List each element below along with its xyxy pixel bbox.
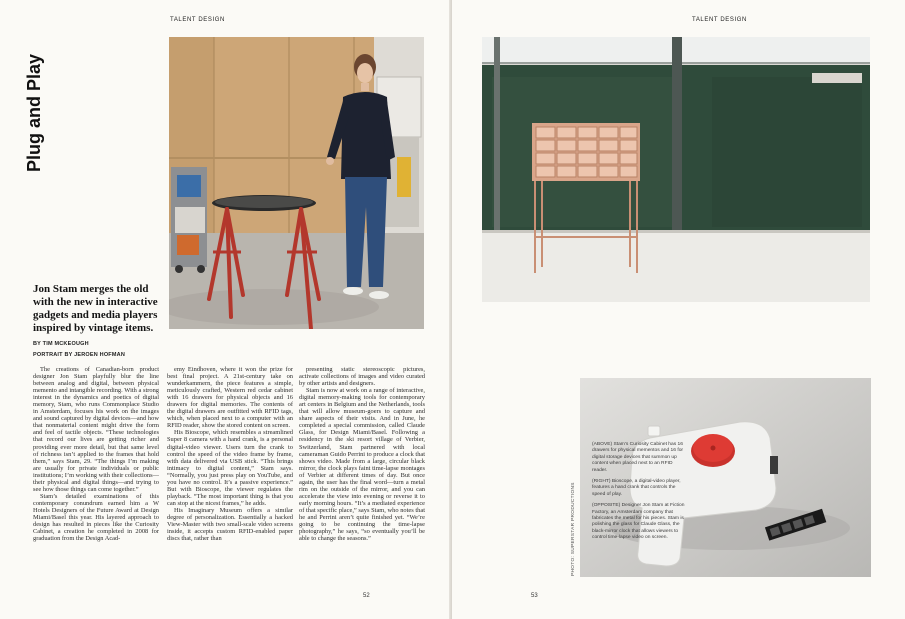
- right-page: [452, 0, 905, 619]
- photo-captions: [592, 442, 687, 547]
- running-head-left: TALENT DESIGN: [170, 17, 225, 23]
- body-column-2: [167, 366, 293, 584]
- cabinet-photo: [482, 37, 870, 302]
- paragraph: Stam’s detailed examinations of this contemporary conundrum earned him a W Hotels Designers of the Future Award at Design Miami/Basel this year. His layered approach to design has resulted in pieces like the Curiosity Cabinet, a creation he completed in 2008 for graduation from the Design Acad-: [33, 492, 159, 543]
- paragraph: His Imaginary Museum offers a similar degree of personalization. Essentially a hacked View-Master with two small-scale video screens inside, it accepts custom RFID-enabled paper discs that, rather than: [167, 506, 293, 543]
- byline: BY TIM MCKEOUGH: [33, 341, 89, 347]
- paragraph: Stam is now at work on a range of interactive, digital memory-making tools for contemporary art centers in Belgium and the Netherlands, tools that will allow museum-goers to capture and share aspects of their visits. And in June, he completed a special commission, called Claude Glass, for Design Miami/Basel. Following a residency in the ski resort village of Verbier, Switzerland, Stam partnered with local cameraman Guido Perrini to produce a clock that shows video. Made from a large, circular black mirror, the clock plays faint time-lapse montages of Verbier at different times of day. But once again, the user has the final word—turn a metal rim on the outside of the mirror, and you can accelerate the view into evening or reverse it to early morning hours. “It’s a mediated experience of that specific place,” says Stam, who notes that he and Perrini aren’t quite finished yet. “We’re going to be continuing the time-lapse photography,” he says, “so eventually you’ll be able to change the seasons.”: [299, 387, 425, 543]
- left-page: [0, 0, 451, 619]
- body-column-3: [299, 366, 425, 584]
- portrait-credit: PORTRAIT BY JEROEN HOFMAN: [33, 352, 125, 358]
- article-dek: Jon Stam merges the old with the new in interactive gadgets and media players inspired by vintage items.: [33, 283, 158, 334]
- page-number-left: 52: [363, 593, 370, 599]
- paragraph: The creations of Canadian-born product designer Jon Stam playfully blur the line between analog and digital, between physical memento and intangible recording. With a strong interest in the dynamics and poetics of digital memory, Stam, who runs Commonplace Studio in Amsterdam, focuses his work on the images and sound captured by digital devices—and how that nonmaterial content might drive the form and feel of tactile objects. “These technologies that record our lives are getting richer and providing ever more detail, but that same level of richness isn’t applied to the frames that hold them,” says Stam, 29. “The things I’m making are usually for private individuals or public institutions; I’m working with their collections—their physical and digital things—and trying to see how those things can come together.”: [33, 366, 159, 493]
- portrait-photo: [169, 37, 424, 329]
- photo-credit: PHOTO: SUPERSTAR PRODUCTIONS: [571, 482, 576, 576]
- paragraph: emy Eindhoven, where it won the prize for best final project. A 21st-century take on wunderkammern, the piece features a simple, meticulously crafted, Western red cedar cabinet with 16 drawers for physical objects and 16 drawers for digital memories. The contents of the digital drawers are outfitted with RFID tags, which, when placed next to a computer with an RFID reader, show the stored content on screen.: [167, 366, 293, 430]
- paragraph: His Bioscope, which resembles a streamlined Super 8 camera with a hand crank, is a personal digital-video viewer. Users turn the crank to control the speed of the video frame by frame, with data delivered via USB stick. “This brings intimacy to digital content,” Stam says. “Normally, you just press play on YouTube, and you have no control. It’s a passive experience.” But with Bioscope, the viewer regulates the playback. “The most important thing is that you can stop at the nicest frames,” he adds.: [167, 429, 293, 507]
- page-number-right: 53: [531, 593, 538, 599]
- running-head-right: TALENT DESIGN: [692, 17, 747, 23]
- caption-right: (RIGHT) Bioscope, a digital-video player, features a hand crank that controls the speed of play.: [592, 479, 681, 497]
- paragraph: presenting static stereoscopic pictures, activate collections of images and video curated by other artists and designers.: [299, 366, 425, 388]
- caption-opposite: (OPPOSITE) Designer Jon Stam at Fiction Factory, an Amsterdam company that fabricates the metal for his pieces. Stam is polishing the glass for Claude Glass, the black-mirror clock that allows viewers to control time-lapse video on screen.: [592, 503, 685, 541]
- article-title: Plug and Play: [24, 53, 44, 172]
- body-column-1: [33, 366, 159, 584]
- caption-above: (ABOVE) Stam’s Curiosity Cabinet has 16 drawers for physical mementos and 16 for digital storage devices that summon up content when placed next to an RFID reader.: [592, 442, 684, 473]
